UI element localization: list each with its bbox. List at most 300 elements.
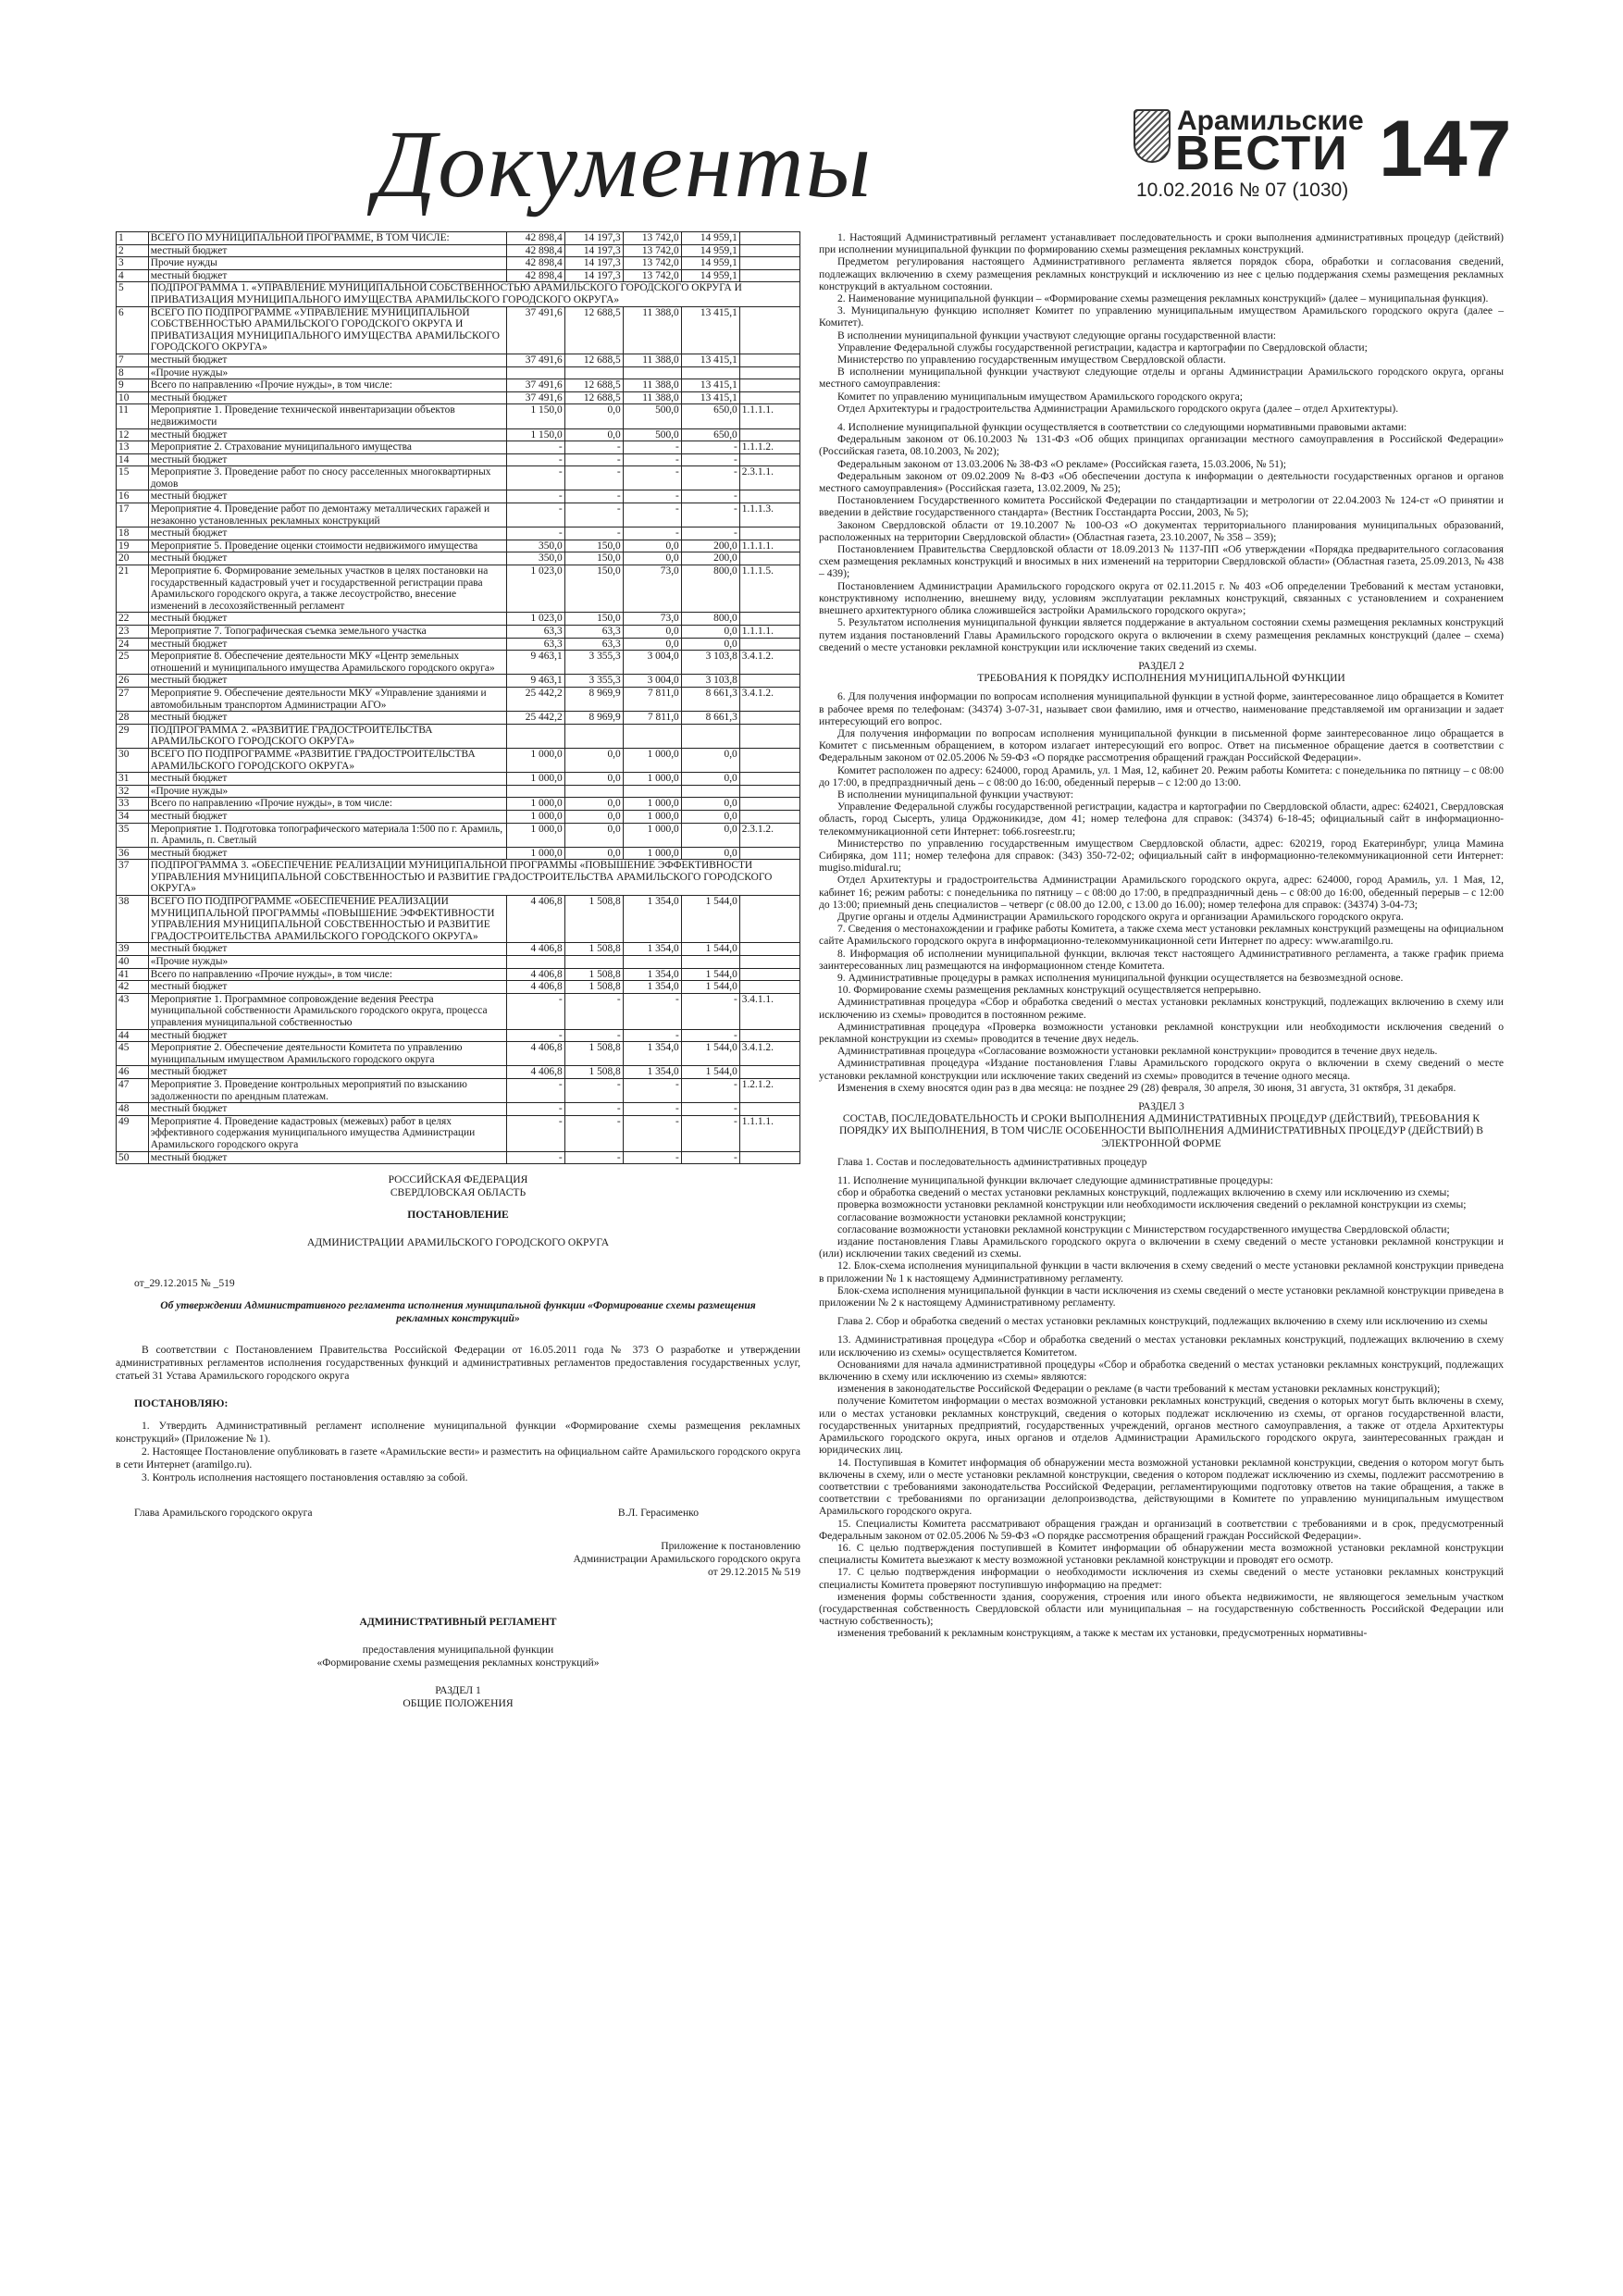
signer-name: В.Л. Герасименко [617, 1507, 699, 1520]
cell-year-3: 0,0 [681, 748, 739, 772]
para-4: 3. Муниципальную функцию исполняет Комитет по управлению муниципальным имуществом Арамильского городского округа (далее – Комитет). [819, 304, 1504, 329]
para-32: Административная процедура «Сбор и обработка сведений о местах установки рекламных конструкций, подлежащих включению в схему или исключению из схемы» проводится в постоянном режиме. [819, 996, 1504, 1021]
table-row [117, 391, 800, 404]
table-row [117, 1042, 800, 1066]
para-35: Административная процедура «Издание постановления Главы Арамильского городского округа о включении в схему сведений о месте установки рекламной конструкции или исключение таких сведений из схемы» проводится в течение одного месяца. [819, 1057, 1504, 1082]
chapter-2: Глава 2. Сбор и обработка сведений о местах установки рекламных конструкций, подлежащих включению в схему или исключению из схемы [837, 1315, 1488, 1328]
row-label: ВСЕГО ПО ПОДПРОГРАММЕ «РАЗВИТИЕ ГРАДОСТРОИТЕЛЬСТВА АРАМИЛЬСКОГО ГОРОДСКОГО ОКРУГА» [148, 748, 506, 772]
para-23: В исполнении муниципальной функции участвуют: [837, 788, 1074, 800]
chapter-1: Глава 1. Состав и последовательность административных процедур [837, 1155, 1147, 1168]
row-label: Мероприятие 2. Страхование муниципального имущества [148, 441, 506, 454]
row-label: «Прочие нужды» [148, 956, 506, 969]
cell-target-code: 2.3.1.2. [739, 823, 799, 847]
table-row [117, 1029, 800, 1042]
cell-year-1: 0,0 [564, 773, 623, 786]
section-2-label: РАЗДЕЛ 2 [1138, 659, 1184, 672]
cell-total: - [506, 1115, 564, 1151]
cell-year-3: 800,0 [681, 565, 739, 613]
row-label: Прочие нужды [148, 257, 506, 270]
row-number: 26 [117, 675, 149, 688]
para-51: 16. С целью подтверждения поступившей в Комитет информации об обнаружении места возможной установки рекламной конструкции специалисты Комитета выезжают к месту возможной установки рекламной конструкции и проводят его осмотр. [819, 1541, 1504, 1567]
cell-year-2: 7 811,0 [623, 712, 681, 725]
cell-year-2: 1 000,0 [623, 847, 681, 860]
cell-year-1: - [564, 1078, 623, 1102]
cell-year-3: - [681, 1151, 739, 1164]
cell-target-code [739, 379, 799, 392]
row-label: Мероприятие 3. Проведение работ по сносу расселенных многоквартирных домов [148, 466, 506, 490]
table-row [117, 860, 800, 896]
row-number: 18 [117, 527, 149, 540]
cell-target-code [739, 798, 799, 811]
para-44: Блок-схема исполнения муниципальной функции в части исключения из схемы сведений о месте установки рекламной конструкции приведена в приложении № 2 к настоящему Административному регламенту. [819, 1284, 1504, 1309]
table-row [117, 993, 800, 1029]
table-row [117, 785, 800, 798]
section-1-title: ОБЩИЕ ПОЛОЖЕНИЯ [403, 1697, 514, 1710]
table-row [117, 428, 800, 441]
row-label: местный бюджет [148, 1103, 506, 1116]
cell-year-1: 1 508,8 [564, 1066, 623, 1079]
table-row [117, 773, 800, 786]
cell-year-2: 1 000,0 [623, 823, 681, 847]
cell-year-1: 14 197,3 [564, 269, 623, 282]
cell-year-3: 14 959,1 [681, 232, 739, 245]
cell-target-code [739, 1103, 799, 1116]
row-number: 11 [117, 404, 149, 428]
cell-year-2: - [623, 1115, 681, 1151]
cell-year-3: 800,0 [681, 613, 739, 626]
cell-year-2: 1 354,0 [623, 1066, 681, 1079]
row-number: 48 [117, 1103, 149, 1116]
row-label: ВСЕГО ПО ПОДПРОГРАММЕ «ОБЕСПЕЧЕНИЕ РЕАЛИЗАЦИИ МУНИЦИПАЛЬНОЙ ПРОГРАММЫ «ПОВЫШЕНИЕ ЭФФЕКТИВНОСТИ УПРАВЛЕНИЯ МУНИЦИПАЛЬНОЙ СОБСТВЕННОСТЬЮ И РАЗВИТИЕ ГРАДОСТРОИТЕЛЬСТВА АРАМИЛЬСКОГО ГОРОДСКОГО ОКРУГА» [148, 896, 506, 943]
cell-year-1: - [564, 466, 623, 490]
row-label: Мероприятие 1. Проведение технической инвентаризации объектов недвижимости [148, 404, 506, 428]
issue-date: 10.02.2016 № 07 (1030) [1136, 180, 1349, 201]
cell-target-code: 3.4.1.2. [739, 687, 799, 711]
cell-target-code: 1.1.1.1. [739, 626, 799, 639]
table-row [117, 943, 800, 956]
table-row [117, 810, 800, 823]
cell-year-1: 0,0 [564, 748, 623, 772]
cell-target-code [739, 981, 799, 994]
section-3-title: СОСТАВ, ПОСЛЕДОВАТЕЛЬНОСТЬ И СРОКИ ВЫПОЛНЕНИЯ АДМИНИСТРАТИВНЫХ ПРОЦЕДУР (ДЕЙСТВИЙ), ТРЕБОВАНИЯ К ПОРЯДКУ ИХ ВЫПОЛНЕНИЯ, В ТОМ ЧИСЛЕ ОСОБЕННОСТИ ВЫПОЛНЕНИЯ АДМИНИСТРАТИВНЫХ ПРОЦЕДУР (ДЕЙСТВИЙ) В ЭЛЕКТРОННОЙ ФОРМЕ [839, 1112, 1483, 1149]
cell-target-code: 3.4.1.2. [739, 651, 799, 675]
cell-year-1: 1 508,8 [564, 1042, 623, 1066]
para-15: Постановлением Государственного комитета Российской Федерации по стандартизации и метрологии от 22.04.2003 № 124-ст «О принятии и введении в действие государственного стандарта» (Вестник Госстандарта России, 2003, № 5); [819, 494, 1504, 519]
cell-target-code: 1.1.1.1. [739, 1115, 799, 1151]
decree-item-2: 2. Настоящее Постановление опубликовать в газете «Арамильские вести» и разместить на официальном сайте Арамильского городского округа в сети Интернет (aramilgo.ru). [116, 1446, 800, 1471]
para-16: Законом Свердловской области от 19.10.2007 № 100-ОЗ «О документах территориального планирования муниципальных образований, расположенных на территории Свердловской области» (Областная газета, 23.10.2007, № 358 – 359); [819, 518, 1504, 543]
para-19: 5. Результатом исполнения муниципальной функции является поддержание в актуальном состоянии схемы размещения рекламных конструкций путем издания постановлений Главы Арамильского городского округа о включении в схему размещения рекламных конструкций (далее – схема) сведений о месте установки рекламной конструкции или исключение таких сведений из схемы. [819, 616, 1504, 653]
cell-year-3: 650,0 [681, 428, 739, 441]
cell-year-3: 200,0 [681, 552, 739, 565]
cell-year-1: 0,0 [564, 404, 623, 428]
row-label: «Прочие нужды» [148, 366, 506, 379]
cell-year-3: 1 544,0 [681, 1042, 739, 1066]
cell-year-1: - [564, 1103, 623, 1116]
cell-total: - [506, 993, 564, 1029]
table-row [117, 527, 800, 540]
row-number: 21 [117, 565, 149, 613]
row-number: 16 [117, 490, 149, 503]
cell-year-3: 13 415,1 [681, 306, 739, 354]
row-label: местный бюджет [148, 712, 506, 725]
para-47: изменения в законодательстве Российской Федерации о рекламе (в части требований к местам установки рекламных конструкций); [837, 1383, 1441, 1396]
row-label: местный бюджет [148, 428, 506, 441]
row-number: 37 [117, 860, 149, 896]
cell-target-code: 3.4.1.2. [739, 1042, 799, 1066]
cell-year-3: 0,0 [681, 773, 739, 786]
table-row [117, 441, 800, 454]
table-row [117, 366, 800, 379]
masthead [0, 0, 1623, 231]
row-number: 10 [117, 391, 149, 404]
para-26: Отдел Архитектуры и градостроительства Администрации Арамильского городского округа, адрес: 624000, город Арамиль, ул. 1 Мая, 12, кабинет 16; режим работы: с понедельника по пятницу – с 08:00 до 17:00, в предпраздничный день – с 08:00 до 16:00, обеденный перерыв – с 12:00 до 13:00; приемный день специалистов – четверг (с 08.00 до 12.00, с 13.00 до 16.00); номер телефона для справок: (34374) 3-04-73; [819, 874, 1504, 911]
section-title: Документы [375, 111, 873, 217]
cell-target-code: 3.4.1.1. [739, 993, 799, 1029]
cell-year-1: - [564, 441, 623, 454]
decree-signature [116, 1507, 800, 1520]
cell-year-3: 14 959,1 [681, 269, 739, 282]
row-number: 49 [117, 1115, 149, 1151]
cell-year-2: 11 388,0 [623, 354, 681, 366]
row-number: 7 [117, 354, 149, 366]
row-number: 1 [117, 232, 149, 245]
table-row [117, 748, 800, 772]
cell-year-2: - [623, 1151, 681, 1164]
cell-year-2: 73,0 [623, 613, 681, 626]
cell-year-1: - [564, 1151, 623, 1164]
cell-year-1: - [564, 993, 623, 1029]
cell-year-2: - [623, 993, 681, 1029]
row-label: местный бюджет [148, 1066, 506, 1079]
cell-target-code [739, 613, 799, 626]
row-label: Мероприятие 6. Формирование земельных участков в целях постановки на государственный кадастровый учет и государственной регистрации права Арамильского городского округа, а также лесоустройство, внесение изменений в лесохозяйственный регламент [148, 565, 506, 613]
row-number: 29 [117, 724, 149, 748]
row-label: местный бюджет [148, 943, 506, 956]
regulation-sub-2: «Формирование схемы размещения рекламных конструкций» [316, 1657, 600, 1669]
brand-main: ВЕСТИ [1175, 127, 1349, 180]
cell-target-code [739, 943, 799, 956]
row-label: местный бюджет [148, 847, 506, 860]
table-row [117, 626, 800, 639]
row-label: местный бюджет [148, 613, 506, 626]
cell-target-code [739, 748, 799, 772]
cell-year-3 [681, 724, 739, 748]
table-row [117, 232, 800, 245]
row-number: 8 [117, 366, 149, 379]
decree-region: СВЕРДЛОВСКАЯ ОБЛАСТЬ [390, 1186, 527, 1199]
cell-year-2: - [623, 1103, 681, 1116]
cell-target-code [739, 968, 799, 981]
para-17: Постановлением Правительства Свердловской области от 18.09.2013 № 1137-ПП «Об утверждении «Порядка предварительного согласования схем размещения рекламных конструкций и вносимых в них изменений на территории Свердловской области» (Областная газета, 25.09.2013, № 438 – 439); [819, 543, 1504, 580]
table-row [117, 638, 800, 651]
table-row [117, 552, 800, 565]
cell-year-1: 0,0 [564, 823, 623, 847]
row-label: местный бюджет [148, 244, 506, 257]
row-number: 14 [117, 453, 149, 466]
cell-target-code [739, 675, 799, 688]
cell-year-2: 500,0 [623, 404, 681, 428]
cell-total: 1 000,0 [506, 798, 564, 811]
cell-year-3: 3 103,8 [681, 651, 739, 675]
right-column [819, 231, 1504, 2249]
cell-year-1: 1 508,8 [564, 981, 623, 994]
cell-target-code [739, 896, 799, 943]
row-label: местный бюджет [148, 490, 506, 503]
row-label: Мероприятие 3. Проведение контрольных мероприятий по взысканию задолженности по арендным платежам. [148, 1078, 506, 1102]
cell-year-2: - [623, 490, 681, 503]
table-row [117, 712, 800, 725]
cell-year-1: 150,0 [564, 552, 623, 565]
cell-year-1: 150,0 [564, 613, 623, 626]
row-number: 35 [117, 823, 149, 847]
para-3: 2. Наименование муниципальной функции – «Формирование схемы размещения рекламных конструкций» (далее – муниципальная функция). [837, 292, 1489, 305]
cell-target-code [739, 269, 799, 282]
regulation-title: АДМИНИСТРАТИВНЫЙ РЕГЛАМЕНТ [359, 1616, 557, 1629]
table-row [117, 404, 800, 428]
row-label: ПОДПРОГРАММА 3. «ОБЕСПЕЧЕНИЕ РЕАЛИЗАЦИИ МУНИЦИПАЛЬНОЙ ПРОГРАММЫ «ПОВЫШЕНИЕ ЭФФЕКТИВНОСТИ УПРАВЛЕНИЯ МУНИЦИПАЛЬНОЙ СОБСТВЕННОСТЬЮ И РАЗВИТИЕ ГРАДОСТРОИТЕЛЬСТВА АРАМИЛЬСКОГО ГОРОДСКОГО ОКРУГА» [148, 860, 799, 896]
cell-year-3: 0,0 [681, 638, 739, 651]
row-number: 15 [117, 466, 149, 490]
table-row [117, 306, 800, 354]
cell-total: 25 442,2 [506, 712, 564, 725]
row-number: 27 [117, 687, 149, 711]
page-number: 147 [1379, 105, 1512, 193]
cell-total: - [506, 503, 564, 527]
cell-total: 37 491,6 [506, 306, 564, 354]
cell-year-2: 13 742,0 [623, 244, 681, 257]
cell-total: 1 000,0 [506, 773, 564, 786]
table-row [117, 956, 800, 969]
para-48: получение Комитетом информации о местах возможной установки рекламных конструкций, сведения о которых могут быть включены в схему, или о местах установки рекламных конструкций, сведения о которых подлежат исключению из схемы, от органов государственной власти, государственных унитарных предприятий, государственных учреждений, органов местного самоуправления, а также от отдела Архитектуры Арамильского городского округа, иных органов и отделов Администрации Арамильского городского округа, заинтересованных граждан и юридических лиц. [819, 1395, 1504, 1457]
cell-year-2: 1 000,0 [623, 810, 681, 823]
table-row [117, 565, 800, 613]
cell-year-2: 7 811,0 [623, 687, 681, 711]
table-row [117, 823, 800, 847]
row-label: ВСЕГО ПО ПОДПРОГРАММЕ «УПРАВЛЕНИЕ МУНИЦИПАЛЬНОЙ СОБСТВЕННОСТЬЮ АРАМИЛЬСКОГО ГОРОДСКОГО ОКРУГА И ПРИВАТИЗАЦИЯ МУНИЦИПАЛЬНОГО ИМУЩЕСТВА АРАМИЛЬСКОГО ГОРОДСКОГО ОКРУГА» [148, 306, 506, 354]
para-38: сбор и обработка сведений о местах установки рекламных конструкций, подлежащих включению в схему или исключению из схемы; [837, 1186, 1450, 1199]
table-row [117, 981, 800, 994]
table-row [117, 354, 800, 366]
table-row [117, 490, 800, 503]
cell-total: 25 442,2 [506, 687, 564, 711]
row-number: 9 [117, 379, 149, 392]
cell-total: 37 491,6 [506, 354, 564, 366]
para-1: 1. Настоящий Административный регламент устанавливает последовательность и сроки выполнения административных процедур (действий) при исполнении муниципальной функции по формированию схемы размещения рекламных конструкций. [819, 231, 1504, 256]
cell-total: 9 463,1 [506, 651, 564, 675]
budget-table [116, 231, 800, 1164]
row-number: 33 [117, 798, 149, 811]
cell-year-1 [564, 366, 623, 379]
row-number: 22 [117, 613, 149, 626]
cell-target-code [739, 244, 799, 257]
cell-year-1: 1 508,8 [564, 896, 623, 943]
row-number: 25 [117, 651, 149, 675]
row-number: 20 [117, 552, 149, 565]
cell-year-3: - [681, 527, 739, 540]
cell-total: - [506, 1103, 564, 1116]
cell-target-code [739, 810, 799, 823]
table-row [117, 968, 800, 981]
cell-year-2: 11 388,0 [623, 379, 681, 392]
row-label: Мероприятие 1. Подготовка топографического материала 1:500 по г. Арамиль, п. Арамиль, п. Светлый [148, 823, 506, 847]
row-label: местный бюджет [148, 810, 506, 823]
para-39: проверка возможности установки рекламной конструкции или необходимости исключения сведений о рекламной конструкции из схемы; [837, 1198, 1467, 1211]
cell-year-3: 13 415,1 [681, 391, 739, 404]
para-53: изменения формы собственности здания, сооружения, строения или иного объекта недвижимости, не являющегося земельным участком (государственная собственность Свердловской области или муниципальная – на государственную собственность Российской Федерации или частную собственность); [819, 1590, 1504, 1628]
cell-total: - [506, 441, 564, 454]
cell-year-1: 150,0 [564, 540, 623, 552]
row-label: Мероприятие 4. Проведение работ по демонтажу металлических гаражей и незаконно установленных рекламных конструкций [148, 503, 506, 527]
para-12: Федеральным законом от 06.10.2003 № 131-ФЗ «Об общих принципах организации местного самоуправления в Российской Федерации» (Российская газета, 08.10.2003, № 202); [819, 433, 1504, 458]
row-number: 40 [117, 956, 149, 969]
row-number: 6 [117, 306, 149, 354]
row-label: ПОДПРОГРАММА 1. «УПРАВЛЕНИЕ МУНИЦИПАЛЬНОЙ СОБСТВЕННОСТЬЮ АРАМИЛЬСКОГО ГОРОДСКОГО ОКРУГА И ПРИВАТИЗАЦИЯ МУНИЦИПАЛЬНОГО ИМУЩЕСТВА АРАМИЛЬСКОГО ГОРОДСКОГО ОКРУГА» [148, 282, 799, 306]
cell-year-2: 11 388,0 [623, 306, 681, 354]
row-label: местный бюджет [148, 269, 506, 282]
cell-year-2: - [623, 1029, 681, 1042]
cell-year-2 [623, 724, 681, 748]
table-row [117, 379, 800, 392]
table-row [117, 613, 800, 626]
cell-year-3: 14 959,1 [681, 257, 739, 270]
cell-year-2: 1 354,0 [623, 981, 681, 994]
cell-year-3 [681, 956, 739, 969]
cell-year-3: 650,0 [681, 404, 739, 428]
cell-year-3: - [681, 1029, 739, 1042]
cell-total: 350,0 [506, 540, 564, 552]
table-row [117, 503, 800, 527]
table-row [117, 540, 800, 552]
row-label: ПОДПРОГРАММА 2. «РАЗВИТИЕ ГРАДОСТРОИТЕЛЬСТВА АРАМИЛЬСКОГО ГОРОДСКОГО ОКРУГА» [148, 724, 506, 748]
para-10: Отдел Архитектуры и градостроительства Администрации Арамильского городского округа (далее – отдел Архитектуры). [837, 402, 1399, 415]
cell-year-1: 63,3 [564, 638, 623, 651]
para-36: Изменения в схему вносятся один раз в два месяца: не позднее 29 (28) февраля, 30 апреля, 30 июня, 31 августа, 31 октября, 31 декабря. [837, 1081, 1456, 1094]
cell-total: 42 898,4 [506, 257, 564, 270]
section-1-label: РАЗДЕЛ 1 [435, 1684, 481, 1697]
table-row [117, 675, 800, 688]
cell-target-code [739, 453, 799, 466]
row-label: ВСЕГО ПО МУНИЦИПАЛЬНОЙ ПРОГРАММЕ, В ТОМ ЧИСЛЕ: [148, 232, 506, 245]
cell-year-3: 0,0 [681, 823, 739, 847]
cell-target-code [739, 391, 799, 404]
cell-total: - [506, 1029, 564, 1042]
cell-year-3: 0,0 [681, 810, 739, 823]
cell-total: - [506, 1078, 564, 1102]
cell-target-code [739, 527, 799, 540]
row-number: 19 [117, 540, 149, 552]
cell-year-3: 1 544,0 [681, 896, 739, 943]
table-row [117, 687, 800, 711]
cell-total: 37 491,6 [506, 391, 564, 404]
cell-total: 1 000,0 [506, 823, 564, 847]
cell-target-code [739, 354, 799, 366]
cell-year-3: - [681, 441, 739, 454]
appendix-line-1: Приложение к постановлению [661, 1540, 800, 1553]
para-52: 17. С целью подтверждения информации о необходимости исключения из схемы сведений о месте установки рекламных конструкций специалисты Комитета проверяют поступившую информацию на предмет: [819, 1566, 1504, 1591]
row-number: 36 [117, 847, 149, 860]
decree-type: ПОСТАНОВЛЕНИЕ [407, 1209, 509, 1222]
cell-target-code [739, 366, 799, 379]
cell-year-1: - [564, 1029, 623, 1042]
table-row [117, 257, 800, 270]
row-number: 34 [117, 810, 149, 823]
para-18: Постановлением Администрации Арамильского городского округа от 02.11.2015 г. № 403 «Об определении Требований к местам установки, конструктивному исполнению, внешнему виду, условиям эксплуатации рекламных конструкций, связанных с установлением и сохранением внешнего архитектурного облика сложившейся застройки Арамильского городского округа»; [819, 579, 1504, 617]
cell-year-1: - [564, 503, 623, 527]
para-37: 11. Исполнение муниципальной функции включает следующие административные процедуры: [837, 1174, 1273, 1187]
cell-target-code: 1.1.1.1. [739, 540, 799, 552]
cell-year-2: 1 354,0 [623, 896, 681, 943]
cell-year-2: - [623, 453, 681, 466]
cell-total: - [506, 490, 564, 503]
table-row [117, 244, 800, 257]
row-label: Мероприятие 7. Топографическая съемка земельного участка [148, 626, 506, 639]
cell-total: 9 463,1 [506, 675, 564, 688]
para-13: Федеральным законом от 13.03.2006 № 38-ФЗ «О рекламе» (Российская газета, 15.03.2006, № 51); [837, 457, 1287, 470]
cell-year-1: 0,0 [564, 810, 623, 823]
decree-preamble: В соответствии с Постановлением Правительства Российской Федерации от 16.05.2011 года № 373 О разработке и утверждении административных регламентов исполнения государственных функций и административных регламентов предоставления государственных услуг, статьей 31 Устава Арамильского городского округа [116, 1344, 800, 1383]
cell-year-1: 0,0 [564, 847, 623, 860]
cell-year-3: 13 415,1 [681, 379, 739, 392]
row-label: Мероприятие 9. Обеспечение деятельности МКУ «Управление зданиями и автомобильным транспортом Администрации АГО» [148, 687, 506, 711]
row-label: местный бюджет [148, 453, 506, 466]
row-number: 50 [117, 1151, 149, 1164]
cell-year-1: 14 197,3 [564, 244, 623, 257]
row-label: местный бюджет [148, 1151, 506, 1164]
cell-year-1: 12 688,5 [564, 379, 623, 392]
para-11: 4. Исполнение муниципальной функции осуществляется в соответствии со следующими нормативными правовыми актами: [837, 421, 1407, 434]
cell-year-2 [623, 785, 681, 798]
row-number: 38 [117, 896, 149, 943]
cell-total: 350,0 [506, 552, 564, 565]
cell-year-3: 0,0 [681, 847, 739, 860]
cell-year-1 [564, 956, 623, 969]
table-row [117, 453, 800, 466]
cell-target-code [739, 1029, 799, 1042]
row-label: местный бюджет [148, 527, 506, 540]
row-number: 5 [117, 282, 149, 306]
cell-target-code: 1.1.1.2. [739, 441, 799, 454]
cell-year-3: 1 544,0 [681, 943, 739, 956]
cell-year-2: 0,0 [623, 638, 681, 651]
cell-target-code: 1.1.1.5. [739, 565, 799, 613]
cell-year-1: 3 355,3 [564, 651, 623, 675]
para-34: Административная процедура «Согласование возможности установки рекламной конструкции» проводится в течение двух недель. [837, 1045, 1438, 1058]
row-label: местный бюджет [148, 981, 506, 994]
cell-year-2: 1 000,0 [623, 798, 681, 811]
appendix-line-2: Администрации Арамильского городского округа [573, 1553, 800, 1566]
row-number: 28 [117, 712, 149, 725]
row-number: 23 [117, 626, 149, 639]
cell-year-1: 0,0 [564, 428, 623, 441]
cell-year-1: 1 508,8 [564, 943, 623, 956]
cell-year-3: - [681, 1115, 739, 1151]
para-46: Основаниями для начала административной процедуры «Сбор и обработка сведений о местах установки рекламных конструкций, подлежащих включению в схему или исключению из схемы» являются: [819, 1358, 1504, 1384]
cell-year-3: - [681, 453, 739, 466]
cell-target-code: 2.3.1.1. [739, 466, 799, 490]
cell-year-2: 73,0 [623, 565, 681, 613]
cell-year-2: 11 388,0 [623, 391, 681, 404]
table-row [117, 1103, 800, 1116]
para-54: изменения требований к рекламным конструкциям, а также к местам их установки, предусмотренных нормативны- [837, 1627, 1368, 1640]
cell-target-code [739, 428, 799, 441]
cell-target-code [739, 490, 799, 503]
appendix-line-3: от 29.12.2015 № 519 [707, 1566, 800, 1579]
table-row [117, 466, 800, 490]
cell-target-code: 1.1.1.3. [739, 503, 799, 527]
table-row [117, 798, 800, 811]
cell-year-1: 12 688,5 [564, 354, 623, 366]
